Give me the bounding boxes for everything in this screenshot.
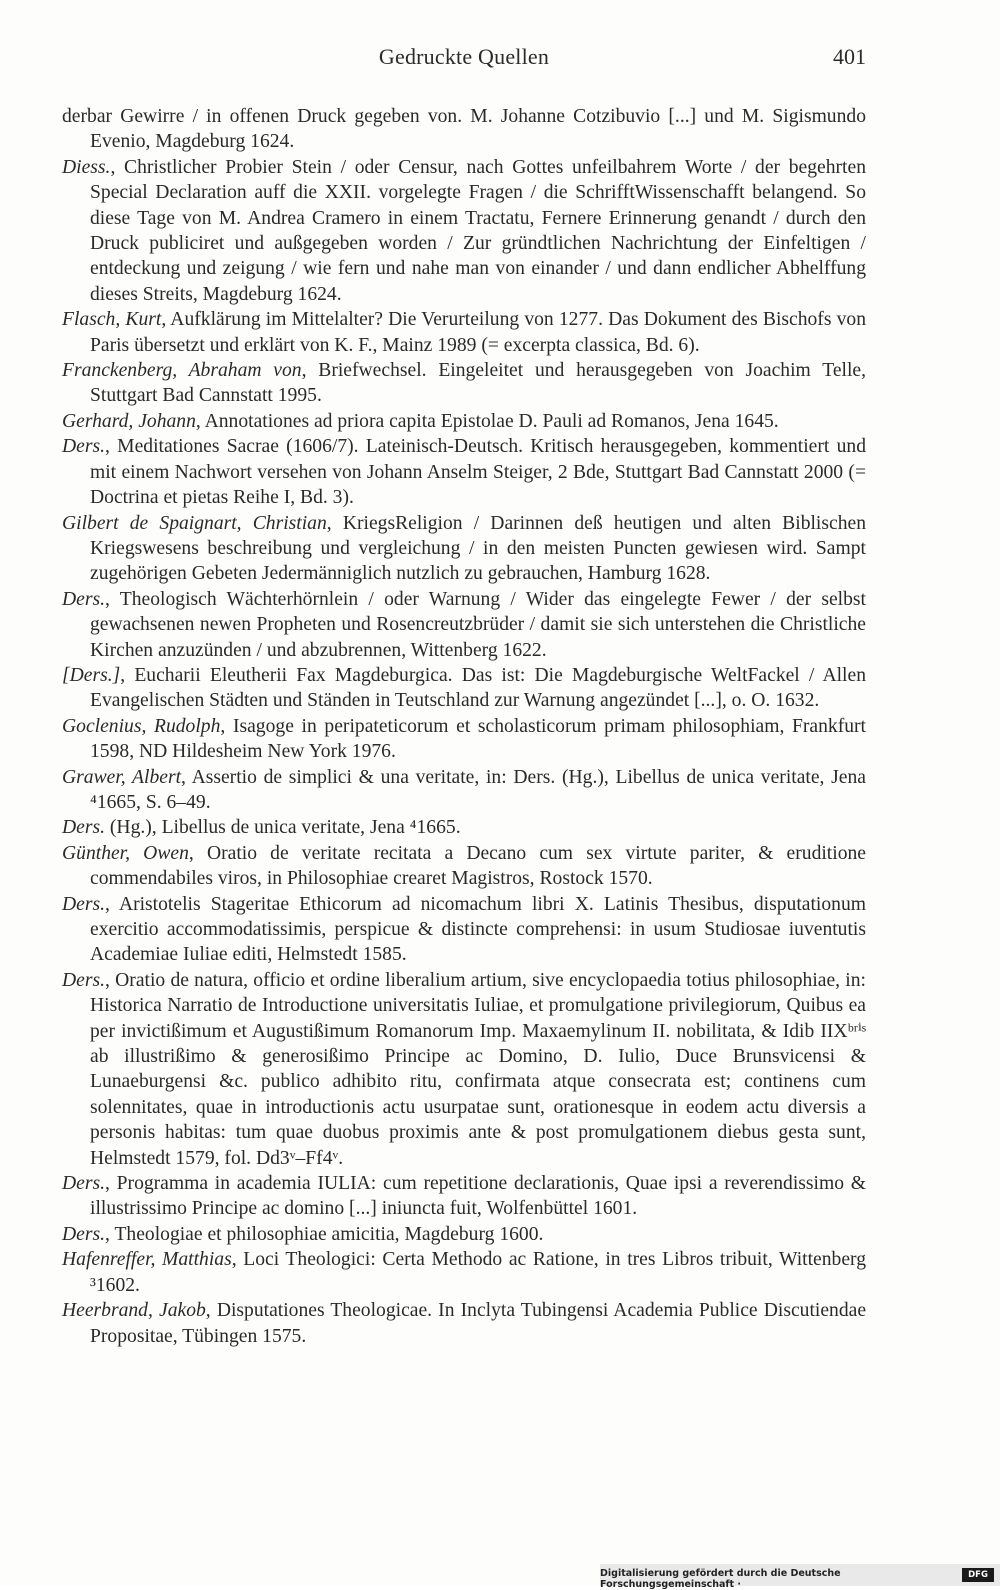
bibliography-entry xyxy=(62,1171,866,1222)
entry-text: , Theologisch Wächterhörnlein / oder Warnung / Wider das eingelegte Fewer / der selbst gewachsenen newen Propheten und Rosencreutzbrüder / damit sie sich unterstehen die Christliche Kirchen anzuzünden / und abzubrennen, Wittenberg 1622. xyxy=(90,588,866,661)
entry-author: Ders. xyxy=(62,1173,105,1195)
digitization-footer xyxy=(600,1564,1000,1590)
entry-author: Grawer, Albert xyxy=(62,766,182,788)
entry-author: Ders. xyxy=(62,817,105,839)
entry-author: Flasch, Kurt xyxy=(62,309,162,331)
bibliography-entry xyxy=(62,663,866,714)
page-header xyxy=(62,44,866,78)
bibliography-entry xyxy=(62,155,866,307)
entry-text: , Meditationes Sacrae (1606/7). Lateinisch-Deutsch. Kritisch herausgegeben, kommentiert und mit einem Nachwort versehen von Johann Anselm Steiger, 2 Bde, Stuttgart Bad Cannstatt 2000 (= Doctrina et pietas Reihe I, Bd. 3). xyxy=(90,436,866,509)
entry-text: , Theologiae et philosophiae amicitia, Magdeburg 1600. xyxy=(105,1223,544,1245)
entry-text: , Oratio de natura, officio et ordine liberalium artium, sive encyclopaedia totius philosophiae, in: Historica Narratio de Introductione universitatis Iuliae, et promulgatione privilegiorum, Quibus ea per invictißimum et Augustißimum Romanorum Imp. Maxaemylinum II. nobilitata, & Idib IIXᵇʳⁱˢ ab illustrißimo & generosißimo Principe ac Domino, D. Iulio, Duce Brunsvicensi & Lunaeburgensi &c. publico adhibito ritu, confirmata atque consecrata est; continens cum solennitates, quae in introductionis actu usurpatae sunt, orationesque in eodem actu diversis a personis habitas: tum quae duobus proximis ante & post promulgationem diebus gesta sunt, Helmstedt 1579, fol. Dd3ᵛ–Ff4ᵛ. xyxy=(90,969,866,1169)
bibliography-entry xyxy=(62,511,866,587)
entry-text: (Hg.), Libellus de unica veritate, Jena ⁴1665. xyxy=(105,817,461,839)
bibliography-entry xyxy=(62,765,866,816)
entry-text: , Programma in academia IULIA: cum repetitione declarationis, Quae ipsi a reverendissimo & illustrissimo Principe ac domino [...] iniuncta fuit, Wolfenbüttel 1601. xyxy=(90,1173,866,1220)
entry-author: Günther, Owen xyxy=(62,842,189,864)
entry-author: Gerhard, Johann xyxy=(62,410,196,432)
entry-author: [Ders.] xyxy=(62,664,121,686)
entry-author: Goclenius, Rudolph xyxy=(62,715,221,737)
bibliography-entry xyxy=(62,815,866,840)
entry-author: Heerbrand, Jakob xyxy=(62,1300,206,1322)
bibliography-entry xyxy=(62,1247,866,1298)
bibliography-entry xyxy=(62,358,866,409)
entry-text: derbar Gewirre / in offenen Druck gegeben von. M. Johanne Cotzibuvio [...] und M. Sigismundo Evenio, Magdeburg 1624. xyxy=(62,106,866,153)
entry-author: Diess. xyxy=(62,156,111,178)
bibliography-entry xyxy=(62,714,866,765)
bibliography-entry xyxy=(62,1298,866,1349)
bibliography-entry xyxy=(62,892,866,968)
entry-text: , Aufklärung im Mittelalter? Die Verurteilung von 1277. Das Dokument des Bischofs von Paris übersetzt und erklärt von K. F., Mainz 1989 (= excerpta classica, Bd. 6). xyxy=(90,309,867,356)
running-head: Gedruckte Quellen xyxy=(378,44,550,69)
entry-author: Ders. xyxy=(62,969,105,991)
bibliography-entry xyxy=(62,307,866,358)
entry-text: , Aristotelis Stageritae Ethicorum ad nicomachum libri X. Latinis Thesibus, disputationum exercitio accommodatissimis, perspicue & distincte comprehensi: in usum Studiosae iuventutis Academiae Iuliae editi, Helmstedt 1585. xyxy=(90,893,866,966)
bibliography-entry xyxy=(62,841,866,892)
entry-text: , Disputationes Theologicae. In Inclyta Tubingensi Academia Publice Discutiendae Propositae, Tübingen 1575. xyxy=(90,1300,867,1347)
entry-text: , KriegsReligion / Darinnen deß heutigen und alten Biblischen Kriegswesens beschreibung und vergleichung / in den meisten Puncten gewiesen wird. Sampt zugehörigen Gebeten Jedermänniglich nutzlich zu gebrauchen, Hamburg 1628. xyxy=(90,512,866,585)
entry-author: Ders. xyxy=(62,436,105,458)
bibliography-entry xyxy=(62,104,866,155)
entry-author: Ders. xyxy=(62,588,105,610)
bibliography-entry xyxy=(62,409,866,434)
entry-author: Ders. xyxy=(62,1223,105,1245)
entry-author: Ders. xyxy=(62,893,105,915)
entry-text: , Isagoge in peripateticorum et scholasticorum primam philosophiam, Frankfurt 1598, ND Hildesheim New York 1976. xyxy=(90,715,867,763)
page-number: 401 xyxy=(833,44,866,69)
bibliography-entry xyxy=(62,587,866,663)
entry-text: , Briefwechsel. Eingeleitet und herausgegeben von Joachim Telle, Stuttgart Bad Cannstatt 1995. xyxy=(90,360,866,407)
entry-author: Gilbert de Spaignart, Christian xyxy=(62,512,327,534)
entry-author: Hafenreffer, Matthias xyxy=(62,1249,232,1271)
bibliography-entry xyxy=(62,1222,866,1247)
bibliography-entry xyxy=(62,434,866,510)
bibliography-entry xyxy=(62,968,866,1171)
entry-text: , Loci Theologici: Certa Methodo ac Ratione, in tres Libros tribuit, Wittenberg ³1602. xyxy=(90,1249,866,1296)
entry-text: , Annotationes ad priora capita Epistolae D. Pauli ad Romanos, Jena 1645. xyxy=(195,410,779,432)
bibliography-list xyxy=(62,104,866,1349)
entry-text: , Assertio de simplici & una veritate, in: Ders. (Hg.), Libellus de unica veritate, Jena ⁴1665, S. 6–49. xyxy=(90,766,866,813)
entry-text: , Christlicher Probier Stein / oder Censur, nach Gottes unfeilbahrem Worte / der begehrten Special Declaration auff die XXII. vorgelegte Fragen / die SchrifftWissenschafft belangend. So diese Tage von M. Andrea Cramero in einem Tractatu, Fernere Erinnerung genandt / durch den Druck publiciret und außgegeben worden / Zur gründtlichen Nachrichtung der Einfeltigen / entdeckung und zeigung / wie fern und nahe man von einander / und dann endlicher Abhelffung dieses Streits, Magdeburg 1624. xyxy=(90,156,866,305)
footer-credit: Digitalisierung gefördert durch die Deutsche Forschungsgemeinschaft · xyxy=(600,1568,841,1590)
dfg-logo-icon: DFG xyxy=(962,1568,994,1582)
entry-text: , Oratio de veritate recitata a Decano cum sex virtute pariter, & eruditione commendabiles viros, in Philosophiae crearet Magistros, Rostock 1570. xyxy=(90,842,866,890)
entry-text: , Eucharii Eleutherii Fax Magdeburgica. Das ist: Die Magdeburgische WeltFackel / Allen Evangelischen Städten und Ständen in Teutschland zur Warnung angezündet [...], o. O. 1632. xyxy=(90,664,866,712)
entry-author: Franckenberg, Abraham von xyxy=(62,360,302,382)
